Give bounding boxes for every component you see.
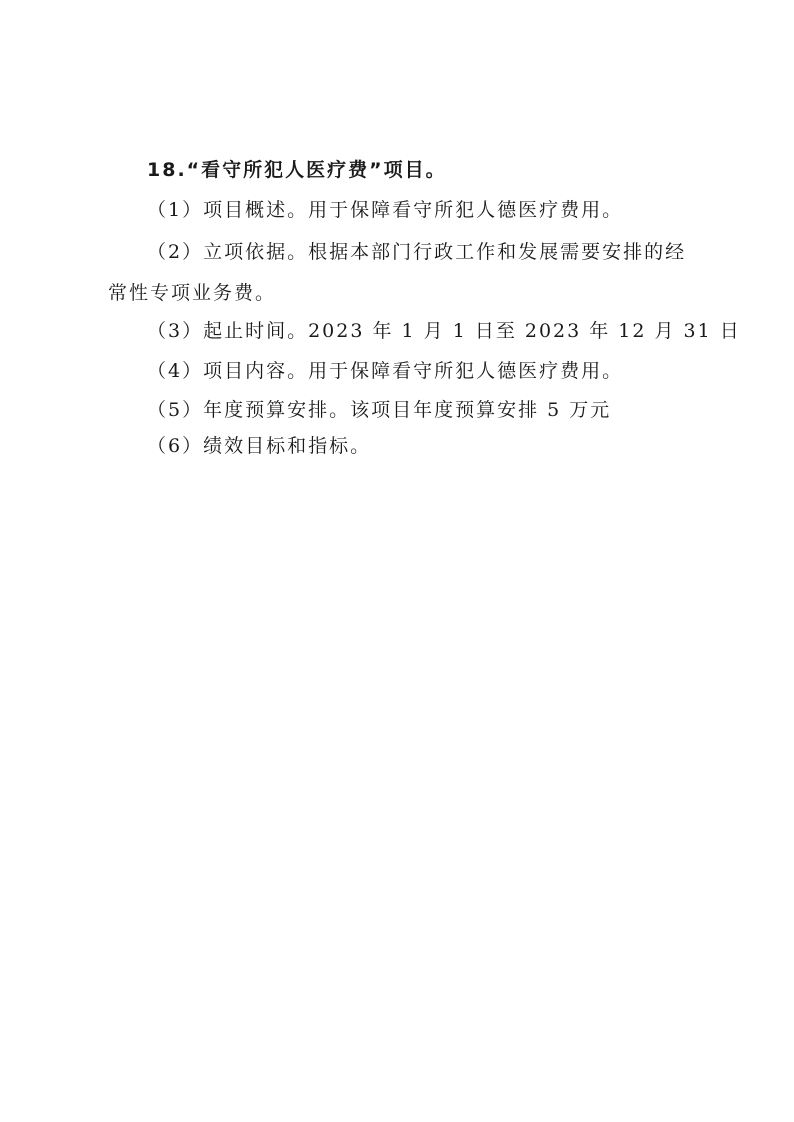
paragraph-basis-continued: 常性专项业务费。 [108, 282, 277, 304]
paragraph-period: （3）起止时间。2023 年 1 月 1 日至 2023 年 12 月 31 日 [147, 320, 741, 342]
paragraph-content: （4）项目内容。用于保障看守所犯人德医疗费用。 [147, 360, 624, 382]
paragraph-overview: （1）项目概述。用于保障看守所犯人德医疗费用。 [147, 199, 624, 221]
paragraph-performance: （6）绩效目标和指标。 [147, 435, 372, 457]
paragraph-basis: （2）立项依据。根据本部门行政工作和发展需要安排的经 [147, 241, 687, 263]
paragraph-budget: （5）年度预算安排。该项目年度预算安排 5 万元 [147, 399, 612, 421]
section-heading: 18.“看守所犯人医疗费”项目。 [147, 159, 447, 181]
